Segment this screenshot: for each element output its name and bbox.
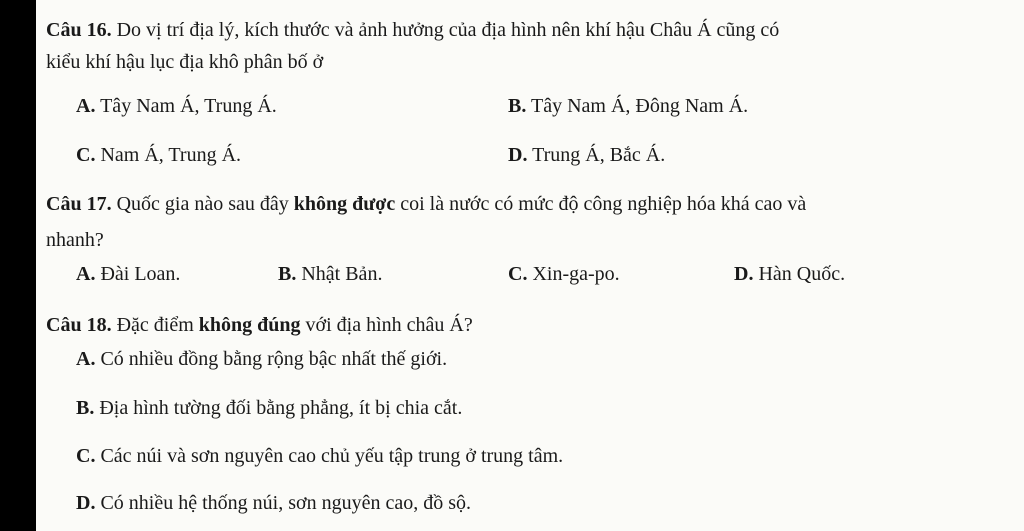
question-18-option-d: D. Có nhiều hệ thống núi, sơn nguyên cao, đồ sộ. — [76, 492, 471, 514]
question-18-option-b: B. Địa hình tường đối bằng phẳng, ít bị chia cắt. — [76, 397, 463, 419]
question-16-option-b: B. Tây Nam Á, Đông Nam Á. — [508, 95, 749, 117]
question-16-stem-line1 — [46, 20, 779, 40]
question-16-option-c: C. Nam Á, Trung Á. — [76, 144, 242, 166]
question-16-option-a: A. Tây Nam Á, Trung Á. — [76, 95, 277, 117]
question-16-stem-line2: kiểu khí hậu lục địa khô phân bố ở — [46, 51, 324, 73]
question-18-stem: Câu 18. Đặc điểm không đúng với địa hình châu Á? — [46, 314, 473, 336]
question-18-option-c: C. Các núi và sơn nguyên cao chủ yếu tập trung ở trung tâm. — [76, 445, 564, 467]
question-17-stem-line2: nhanh? — [46, 229, 104, 251]
question-17-option-d: D. Hàn Quốc. — [734, 263, 846, 285]
question-18-label: Câu 18. — [46, 314, 112, 336]
question-18-option-a: A. Có nhiều đồng bằng rộng bậc nhất thế giới. — [76, 348, 448, 370]
question-17-emphasis: không được — [293, 193, 396, 215]
question-17-option-b: B. Nhật Bản. — [278, 263, 383, 285]
question-16-label: Câu 16. — [46, 19, 112, 41]
question-16-text: Do vị trí địa lý, kích thước và ảnh hưởng của địa hình nên khí hậu Châu Á cũng có — [116, 19, 780, 41]
question-18-emphasis: không đúng — [198, 314, 301, 336]
question-16-option-d: D. Trung Á, Bắc Á. — [508, 144, 666, 166]
question-17-option-c: C. Xin-ga-po. — [508, 263, 620, 285]
question-17-label: Câu 17. — [46, 193, 112, 215]
question-17-stem-line1: Câu 17. Quốc gia nào sau đây không được coi là nước có mức độ công nghiệp hóa khá cao và — [46, 193, 807, 215]
document-page — [36, 0, 1024, 531]
question-17-option-a: A. Đài Loan. — [76, 263, 181, 285]
